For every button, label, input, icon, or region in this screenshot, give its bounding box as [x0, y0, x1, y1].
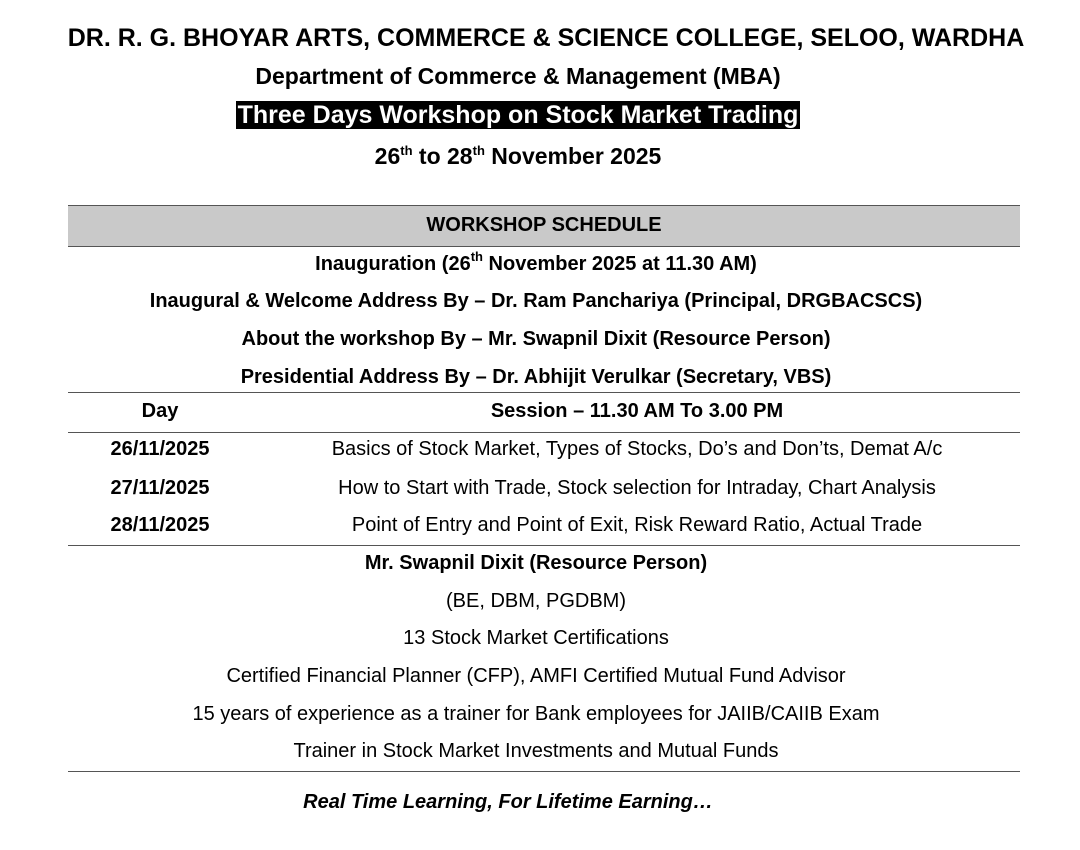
date-start-day: 26: [374, 143, 401, 169]
presidential-address-line: Presidential Address By – Dr. Abhijit Verulkar (Secretary, VBS): [240, 366, 832, 388]
resource-person-name: Mr. Swapnil Dixit (Resource Person): [364, 552, 708, 574]
inauguration-suffix: November 2025 at 11.30 AM): [483, 253, 757, 275]
welcome-address-line: Inaugural & Welcome Address By – Dr. Ram Panchariya (Principal, DRGBACSCS): [149, 290, 923, 312]
inauguration-prefix: Inauguration (26: [315, 253, 471, 275]
schedule-heading: WORKSHOP SCHEDULE: [68, 205, 1020, 247]
resource-person-detail: Trainer in Stock Market Investments and Mutual Funds: [293, 740, 779, 762]
workshop-dates: [0, 143, 1058, 170]
row-session: Point of Entry and Point of Exit, Risk Reward Ratio, Actual Trade: [351, 514, 923, 536]
row-session: How to Start with Trade, Stock selection for Intraday, Chart Analysis: [338, 477, 936, 499]
divider: [68, 545, 1020, 546]
row-day: 27/11/2025: [110, 477, 210, 499]
inauguration-suffix-sup: th: [470, 249, 483, 264]
row-day: 28/11/2025: [110, 514, 210, 536]
row-session: Basics of Stock Market, Types of Stocks, Do’s and Don’ts, Demat A/c: [331, 438, 943, 460]
college-name: DR. R. G. BHOYAR ARTS, COMMERCE & SCIENCE COLLEGE, SELOO, WARDHA: [67, 24, 1025, 52]
date-end-suffix: th: [472, 143, 485, 158]
date-month-year: November 2025: [484, 143, 662, 169]
workshop-title: Three Days Workshop on Stock Market Trading: [237, 101, 799, 129]
resource-person-detail: (BE, DBM, PGDBM): [445, 590, 626, 612]
date-between: to 28: [412, 143, 473, 169]
divider: [68, 771, 1020, 772]
department-name: Department of Commerce & Management (MBA): [255, 63, 781, 89]
day-column-header: Day: [141, 400, 179, 422]
divider: [68, 392, 1020, 393]
session-column-header: Session – 11.30 AM To 3.00 PM: [490, 400, 784, 422]
about-workshop-line: About the workshop By – Mr. Swapnil Dixit (Resource Person): [241, 328, 831, 350]
resource-person-detail: 15 years of experience as a trainer for Bank employees for JAIIB/CAIIB Exam: [192, 703, 880, 725]
workshop-title-row: [0, 101, 1058, 130]
resource-person-detail: 13 Stock Market Certifications: [403, 627, 669, 649]
row-day: 26/11/2025: [110, 438, 210, 460]
resource-person-detail: Certified Financial Planner (CFP), AMFI Certified Mutual Fund Advisor: [226, 665, 846, 687]
date-start-suffix: th: [400, 143, 413, 158]
tagline: Real Time Learning, For Lifetime Earning…: [303, 791, 713, 813]
inauguration-line: [0, 249, 1076, 276]
divider: [68, 432, 1020, 433]
